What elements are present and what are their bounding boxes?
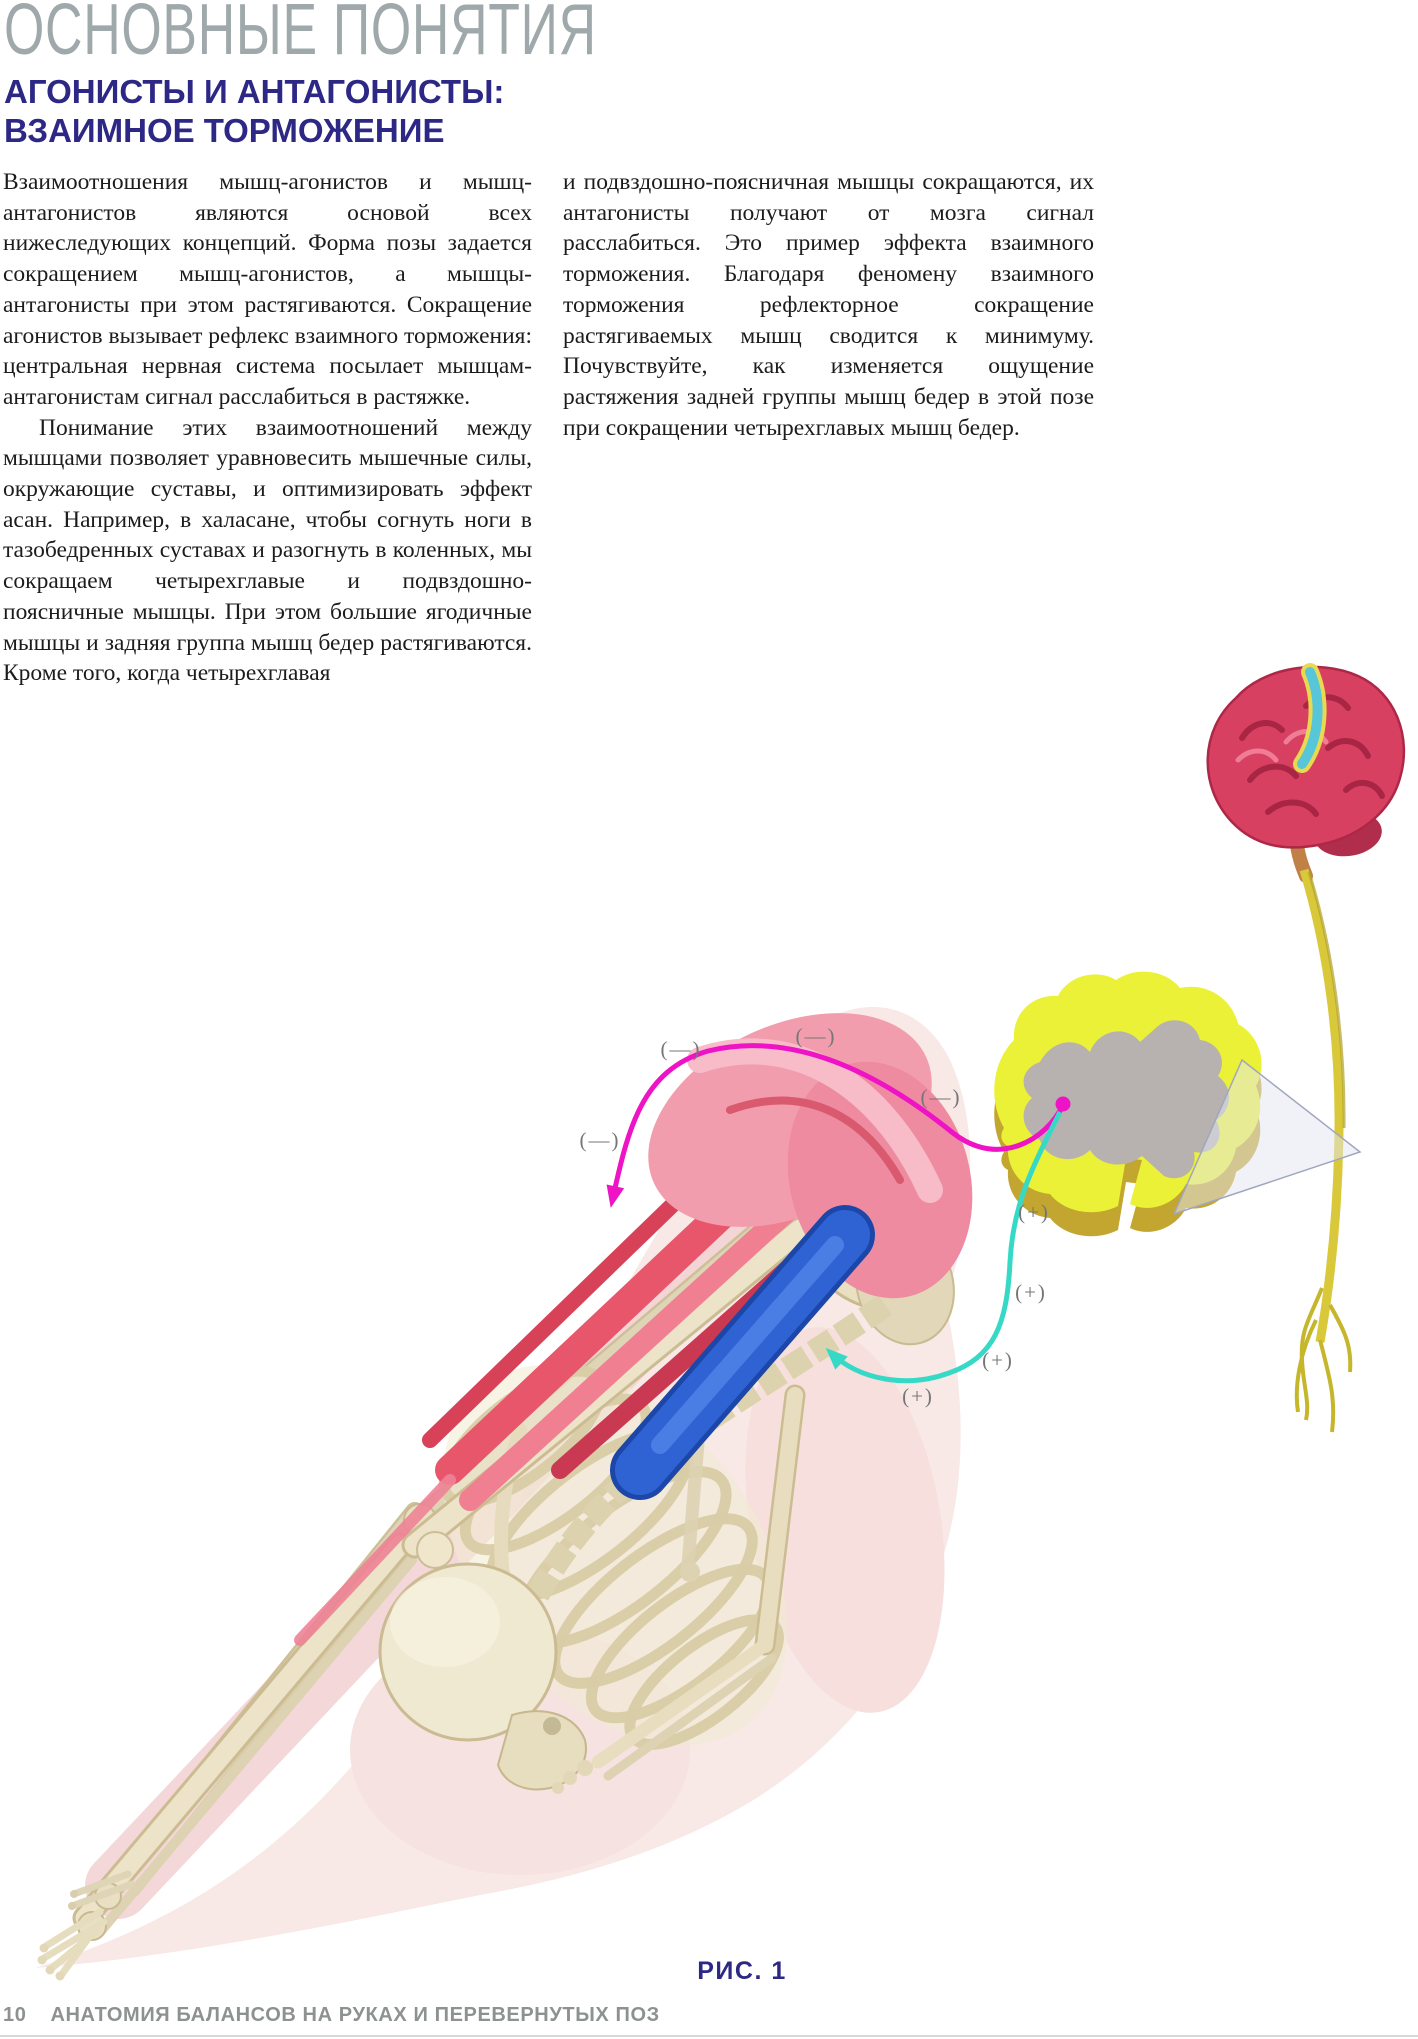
body-paragraph: и подвздошно-поясничная мышцы сокращаются, их антагонисты получают от мозга сигнал расслабиться. Это пример эффекта взаимного торможения. Благодаря феномену взаимного торможения рефлекторное сокращение растягиваемых мышц сводится к минимуму. Почувствуйте, как изменяется ощущение растяжения задней группы мышц бедер в этой позе при сокращении четырехглавых мышц бедер. — [563, 169, 1094, 441]
inhibition-label-4: (—) — [920, 1085, 962, 1109]
excitation-label-4: (+) — [902, 1384, 934, 1408]
running-title: АНАТОМИЯ БАЛАНСОВ НА РУКАХ И ПЕРЕВЕРНУТЫХ ПОЗ — [50, 2004, 660, 2026]
excitation-label-2: (+) — [1015, 1280, 1047, 1304]
excitation-label-1: (+) — [1018, 1200, 1050, 1224]
figure-caption: РИС. 1 — [697, 1957, 787, 1985]
kneecap — [417, 1532, 453, 1568]
central-nervous-system — [994, 667, 1404, 1432]
inhibition-label-2: (—) — [660, 1037, 702, 1061]
inhibition-label-1: (—) — [579, 1128, 621, 1152]
section-title-line1: АГОНИСТЫ И АНТАГОНИСТЫ: — [4, 73, 505, 110]
body-column-left — [3, 167, 532, 689]
chapter-kicker: ОСНОВНЫЕ ПОНЯТИЯ — [4, 0, 597, 70]
page-footer — [3, 2004, 1418, 2027]
body-paragraph: Понимание этих взаимоотношений между мышцами позволяет уравновесить мышечные силы, окружающие суставы, и оптимизировать эффект асан. Например, в халасане, чтобы согнуть ноги в тазобедренных суставах и разогнуть в коленных, мы сокращаем четырехглавые и подвздошно-поясничные мышцы. При этом большие ягодичные мышцы и задняя группа мышц бедер растягиваются. Кроме того, когда четырехглавая — [3, 414, 532, 687]
inhibition-neuron-dot — [1056, 1097, 1071, 1112]
body-paragraph: Взаимоотношения мышц-агонистов и мышц-антагонистов являются основой всех нижеследующих концепций. Форма позы задается сокращением мышц-агонистов, а мышцы-антагонисты при этом растягиваются. Сокращение агонистов вызывает рефлекс взаимного торможения: центральная нервная система посылает мышцам-антагонистам сигнал расслабиться в растяжке. — [3, 169, 532, 410]
body-column-right — [563, 167, 1094, 443]
excitation-label-3: (+) — [982, 1348, 1014, 1372]
page-bottom-rule — [0, 2035, 1418, 2037]
section-title — [4, 72, 504, 150]
section-title-line2: ВЗАИМНОЕ ТОРМОЖЕНИЕ — [4, 112, 445, 149]
page-number: 10 — [3, 2004, 27, 2026]
skeleton-figure — [35, 971, 998, 1981]
eye-socket — [543, 1717, 561, 1735]
brain — [1208, 667, 1404, 876]
inhibition-label-3: (—) — [795, 1024, 837, 1048]
